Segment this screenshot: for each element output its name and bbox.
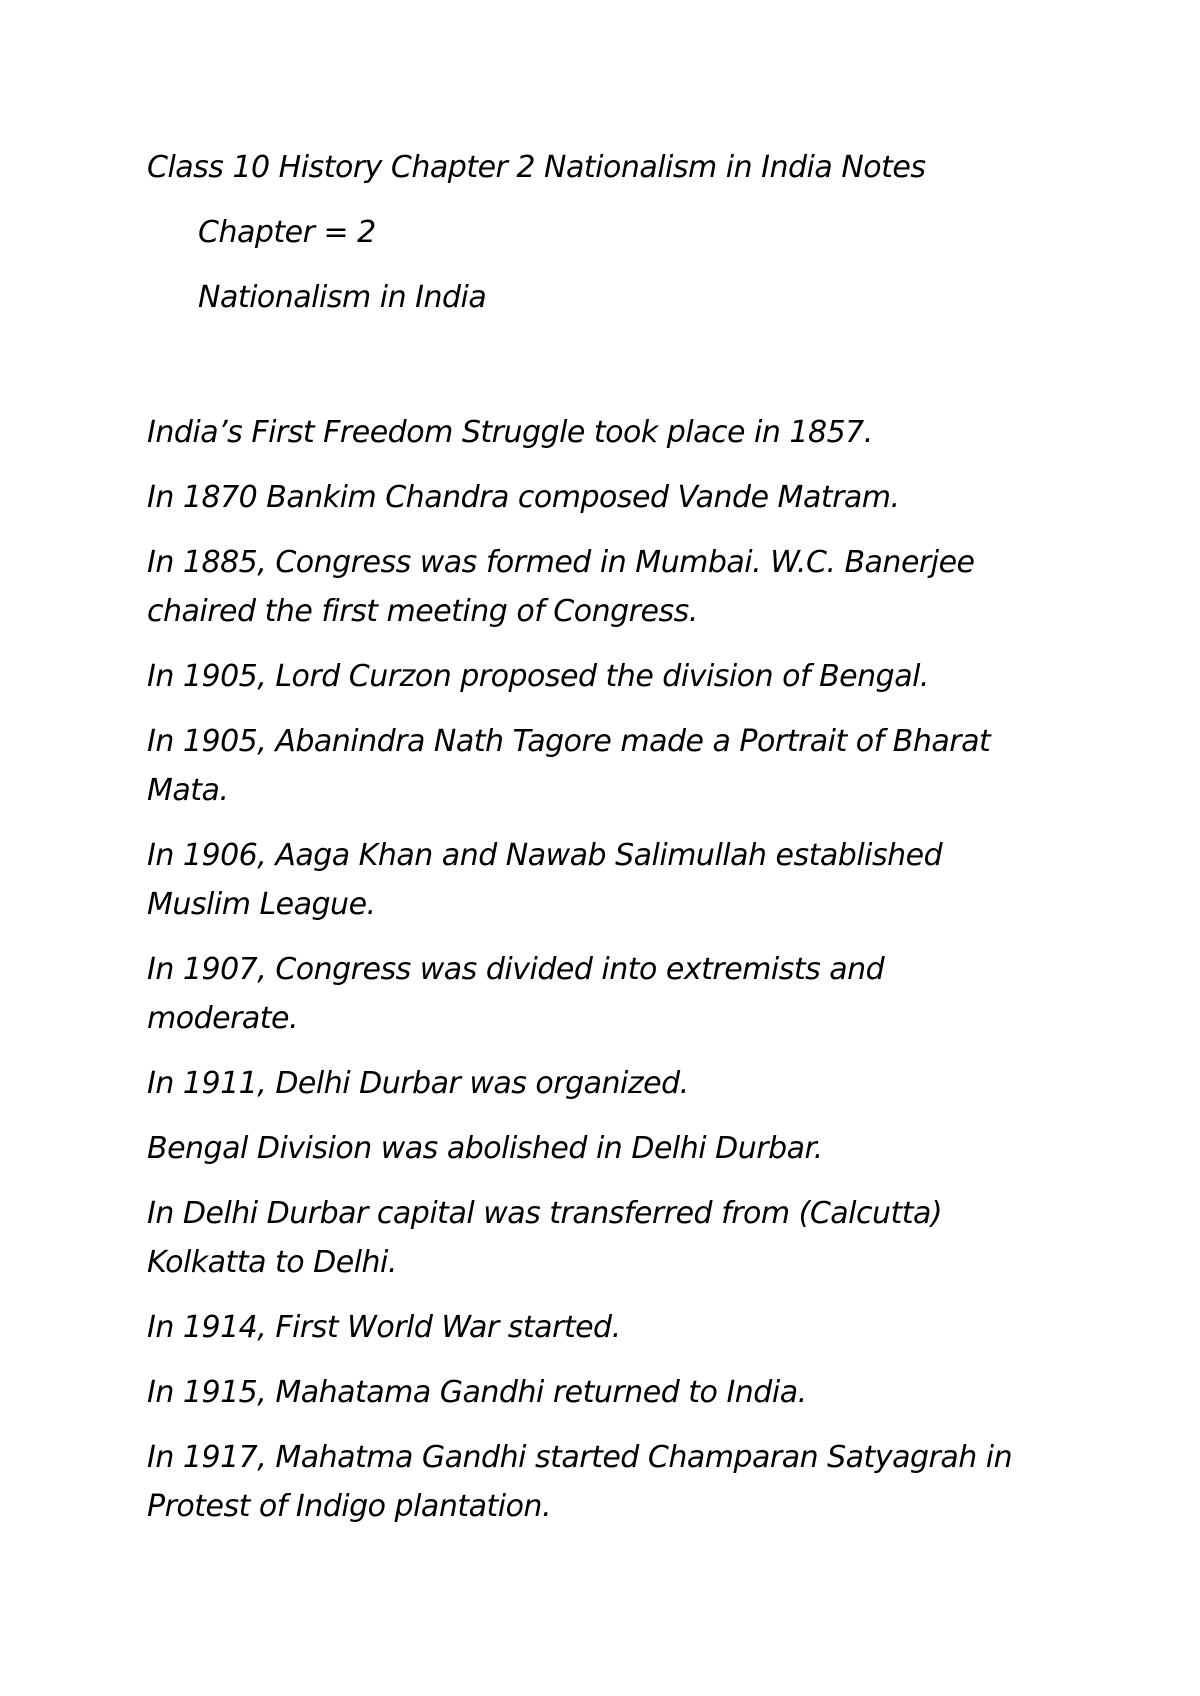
notes-list <box>147 408 1067 1547</box>
note-item: In 1905, Abanindra Nath Tagore made a Portrait of Bharat Mata. <box>147 724 991 808</box>
note-item: In 1885, Congress was formed in Mumbai. W.C. Banerjee chaired the first meeting of Congress. <box>147 545 975 629</box>
note-item: India’s First Freedom Struggle took place in 1857. <box>147 415 873 450</box>
note-item: In 1914, First World War started. <box>147 1310 621 1345</box>
chapter-number: Chapter = 2 <box>198 215 376 250</box>
note-item: Bengal Division was abolished in Delhi Durbar. <box>147 1131 823 1166</box>
note-item: In 1911, Delhi Durbar was organized. <box>147 1066 689 1101</box>
chapter-name: Nationalism in India <box>198 280 487 315</box>
note-item: In 1905, Lord Curzon proposed the division of Bengal. <box>147 659 929 694</box>
document-title: Class 10 History Chapter 2 Nationalism in India Notes <box>147 150 926 185</box>
note-item: In 1907, Congress was divided into extremists and moderate. <box>147 952 885 1036</box>
note-item: In 1870 Bankim Chandra composed Vande Matram. <box>147 480 900 515</box>
note-item: In 1917, Mahatma Gandhi started Champaran Satyagrah in Protest of Indigo plantation. <box>147 1440 1013 1524</box>
note-item: In 1915, Mahatama Gandhi returned to India. <box>147 1375 807 1410</box>
note-item: In Delhi Durbar capital was transferred from (Calcutta) Kolkatta to Delhi. <box>147 1196 943 1280</box>
note-item: In 1906, Aaga Khan and Nawab Salimullah established Muslim League. <box>147 838 943 922</box>
